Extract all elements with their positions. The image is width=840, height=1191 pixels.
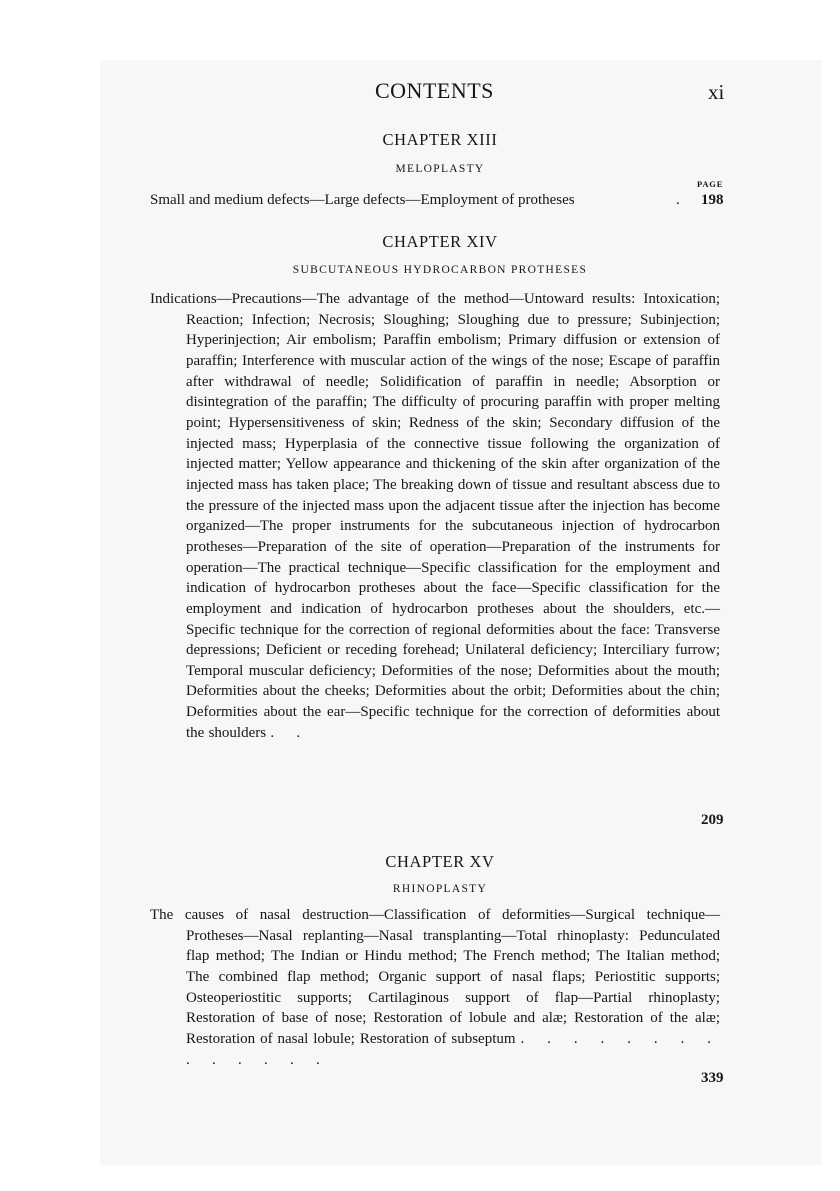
- chapter-xiii-entries-text: Small and medium defects—Large defects—Employment of protheses: [150, 192, 575, 208]
- chapter-xiv-leader: . .: [270, 724, 310, 741]
- chapter-xiii-leader: .: [676, 192, 680, 208]
- page-title: CONTENTS: [375, 78, 494, 103]
- chapter-xv-entries-text: The causes of nasal destruction—Classification of deformities—Surgical technique—Protheses—Nasal replanting—Nasal transplanting—Total rhinoplasty: Pedunculated flap method; The Indian or Hindu method; The French method; The Italian method; The combined flap method; Organic support of nasal flaps; Periostitic supports; Osteoperiostitic supports; Cartilaginous support of flap—Partial rhinoplasty; Restoration of base of nose; Restoration of lobule and alæ; Restoration of the alæ; Restoration of nasal lobule; Restoration of subseptum: [150, 907, 720, 1047]
- chapter-xiii-entries: [150, 192, 730, 212]
- chapter-xiii-page: 198: [701, 192, 724, 208]
- chapter-xiv-page: 209: [701, 812, 724, 828]
- page-column-label: PAGE: [697, 179, 724, 189]
- chapter-xiii-heading: CHAPTER XIII: [382, 130, 498, 149]
- chapter-xiv-entries: [150, 289, 720, 743]
- chapter-xv-heading: CHAPTER XV: [385, 852, 495, 871]
- chapter-xiii-subtitle: MELOPLASTY: [395, 163, 485, 175]
- chapter-xiv-subtitle: SUBCUTANEOUS HYDROCARBON PROTHESES: [292, 264, 588, 276]
- roman-page-number: xi: [708, 80, 725, 104]
- chapter-xiv-heading: CHAPTER XIV: [382, 232, 498, 251]
- chapter-xv-subtitle: RHINOPLASTY: [392, 883, 488, 895]
- chapter-xv-entries: [150, 905, 720, 1070]
- chapter-xv-leader: . . . . . . . . . . . . . .: [186, 1030, 721, 1068]
- chapter-xiv-entries-text: Indications—Precautions—The advantage of the method—Untoward results: Intoxication; Reaction; Infection; Necrosis; Sloughing; Sloughing due to pressure; Subinjection; Hyperinjection; Air embolism; Paraffin embolism; Primary diffusion or extension of paraffin; Interference with muscular action of the wings of the nose; Escape of paraffin after withdrawal of needle; Solidification of paraffin in needle; Absorption or disintegration of the paraffin; The difficulty of procuring paraffin with proper melting point; Hypersensitiveness of skin; Redness of the skin; Secondary diffusion of the injected mass; Hyperplasia of the connective tissue following the organization of injected matter; Yellow appearance and thickening of the skin after organization of the injected mass has taken place; The breaking down of tissue and resultant abscess due to the pressure of the injected mass upon the adjacent tissue after the injection has become organized—The proper instruments for the subcutaneous injection of hydrocarbon protheses—Preparation of the site of operation—Preparation of the instruments for operation—The practical technique—Specific classification for the employment and indication of hydrocarbon protheses about the face—Specific classification for the employment and indication of hydrocarbon protheses about the shoulders, etc.—Specific technique for the correction of regional deformities about the face: Transverse depressions; Deficient or receding forehead; Unilateral deficiency; Interciliary furrow; Temporal muscular deficiency; Deformities of the nose; Deformities about the mouth; Deformities about the cheeks; Deformities about the orbit; Deformities about the chin; Deformities about the ear—Specific technique for the correction of deformities about the shoulders: [150, 291, 720, 741]
- chapter-xv-page: 339: [701, 1070, 724, 1086]
